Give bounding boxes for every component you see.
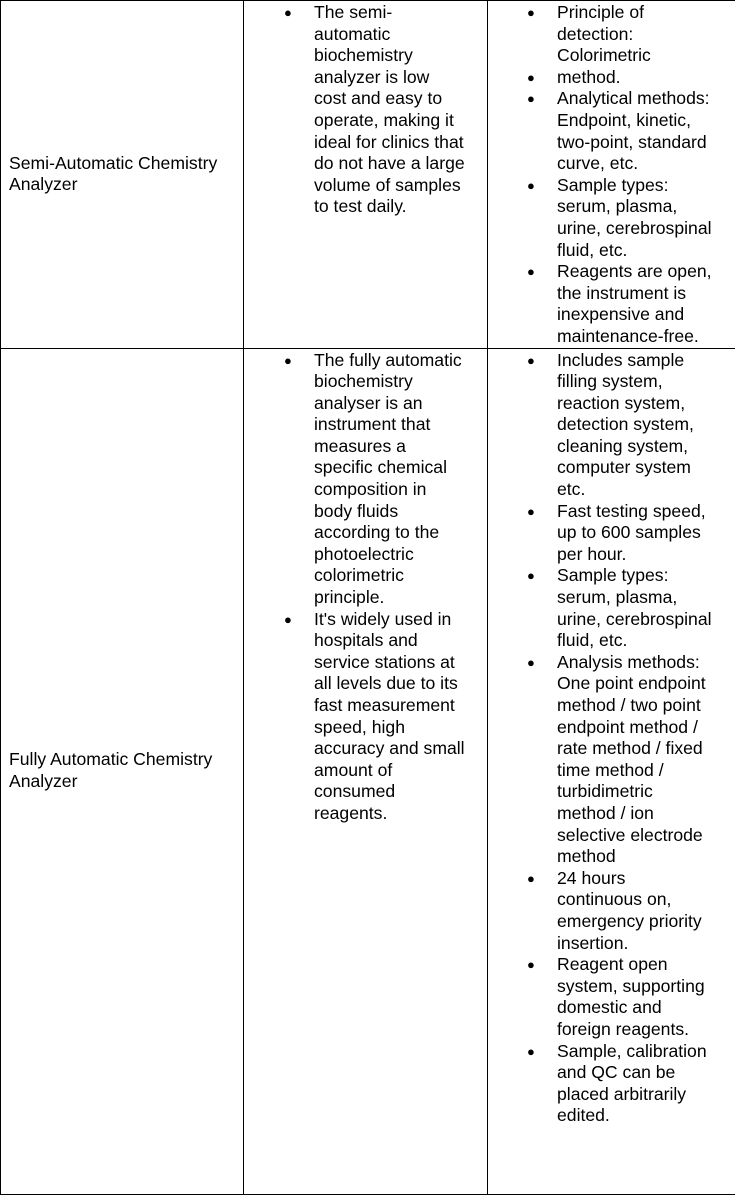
features-cell [488, 1, 735, 349]
list-item-text: Reagents are open, the instrument is inexpensive and maintenance-free. [557, 261, 712, 346]
bullet-icon: ● [527, 652, 535, 674]
list-item-text: 24 hours continuous on, emergency priority insertion. [557, 868, 702, 953]
analyzer-name: Semi-Automatic Chemistry Analyzer [9, 153, 235, 196]
list-item [488, 175, 735, 261]
bullet-icon: ● [284, 2, 292, 24]
features-list [488, 349, 735, 1127]
bullet-icon: ● [527, 2, 535, 24]
list-item [488, 2, 735, 67]
list-item-text: Includes sample filling system, reaction system, detection system, cleaning system, computer system etc. [557, 350, 694, 500]
list-item [488, 1041, 735, 1127]
description-cell [244, 348, 488, 1194]
list-item-text: Sample, calibration and QC can be placed arbitrarily edited. [557, 1041, 707, 1126]
list-item-text: The semi- automatic biochemistry analyzer is low cost and easy to operate, making it ideal for clinics that do not have a large volume of samples to test daily. [314, 2, 465, 216]
bullet-icon: ● [527, 67, 535, 89]
list-item [488, 954, 735, 1040]
table-row-fully-automatic [1, 348, 735, 1194]
list-item [244, 609, 487, 825]
list-item [488, 350, 735, 501]
description-list [244, 349, 487, 825]
list-item [488, 501, 735, 566]
bullet-icon: ● [527, 954, 535, 976]
description-list [244, 1, 487, 218]
list-item-text: Analysis methods: One point endpoint method / two point endpoint method / rate method / fixed time method / turbidimetric method / ion selective electrode method [557, 652, 706, 866]
list-item [488, 565, 735, 651]
bullet-icon: ● [527, 350, 535, 372]
analyzer-name: Fully Automatic Chemistry Analyzer [9, 749, 235, 792]
table-row-semi-automatic [1, 1, 735, 349]
bullet-icon: ● [527, 1041, 535, 1063]
analyzer-name-cell [1, 1, 244, 349]
list-item-text: The fully automatic biochemistry analyser is an instrument that measures a specific chemical composition in body fluids according to the photoelectric colorimetric principle. [314, 350, 462, 608]
bullet-icon: ● [284, 350, 292, 372]
list-item-text: Sample types: serum, plasma, urine, cerebrospinal fluid, etc. [557, 175, 712, 260]
list-item-text: Fast testing speed, up to 600 samples per hour. [557, 501, 706, 564]
bullet-icon: ● [527, 261, 535, 283]
list-item [488, 868, 735, 954]
bullet-icon: ● [527, 88, 535, 110]
list-item-text: method. [557, 67, 621, 87]
bullet-icon: ● [527, 565, 535, 587]
bullet-icon: ● [527, 868, 535, 890]
list-item-text: Sample types: serum, plasma, urine, cerebrospinal fluid, etc. [557, 565, 712, 650]
list-item [488, 652, 735, 868]
list-item [488, 261, 735, 347]
list-item-text: Analytical methods: Endpoint, kinetic, two-point, standard curve, etc. [557, 88, 710, 173]
list-item [244, 2, 487, 218]
list-item-text: Principle of detection: Colorimetric [557, 2, 651, 65]
bullet-icon: ● [527, 501, 535, 523]
list-item-text: It's widely used in hospitals and service stations at all levels due to its fast measurement speed, high accuracy and small amount of consumed reagents. [314, 609, 465, 823]
features-list [488, 1, 735, 348]
list-item [488, 88, 735, 174]
list-item [244, 350, 487, 609]
description-cell [244, 1, 488, 349]
analyzer-name-cell [1, 348, 244, 1194]
bullet-icon: ● [284, 609, 292, 631]
list-item [488, 67, 735, 89]
features-cell [488, 348, 735, 1194]
bullet-icon: ● [527, 175, 535, 197]
list-item-text: Reagent open system, supporting domestic and foreign reagents. [557, 954, 705, 1039]
